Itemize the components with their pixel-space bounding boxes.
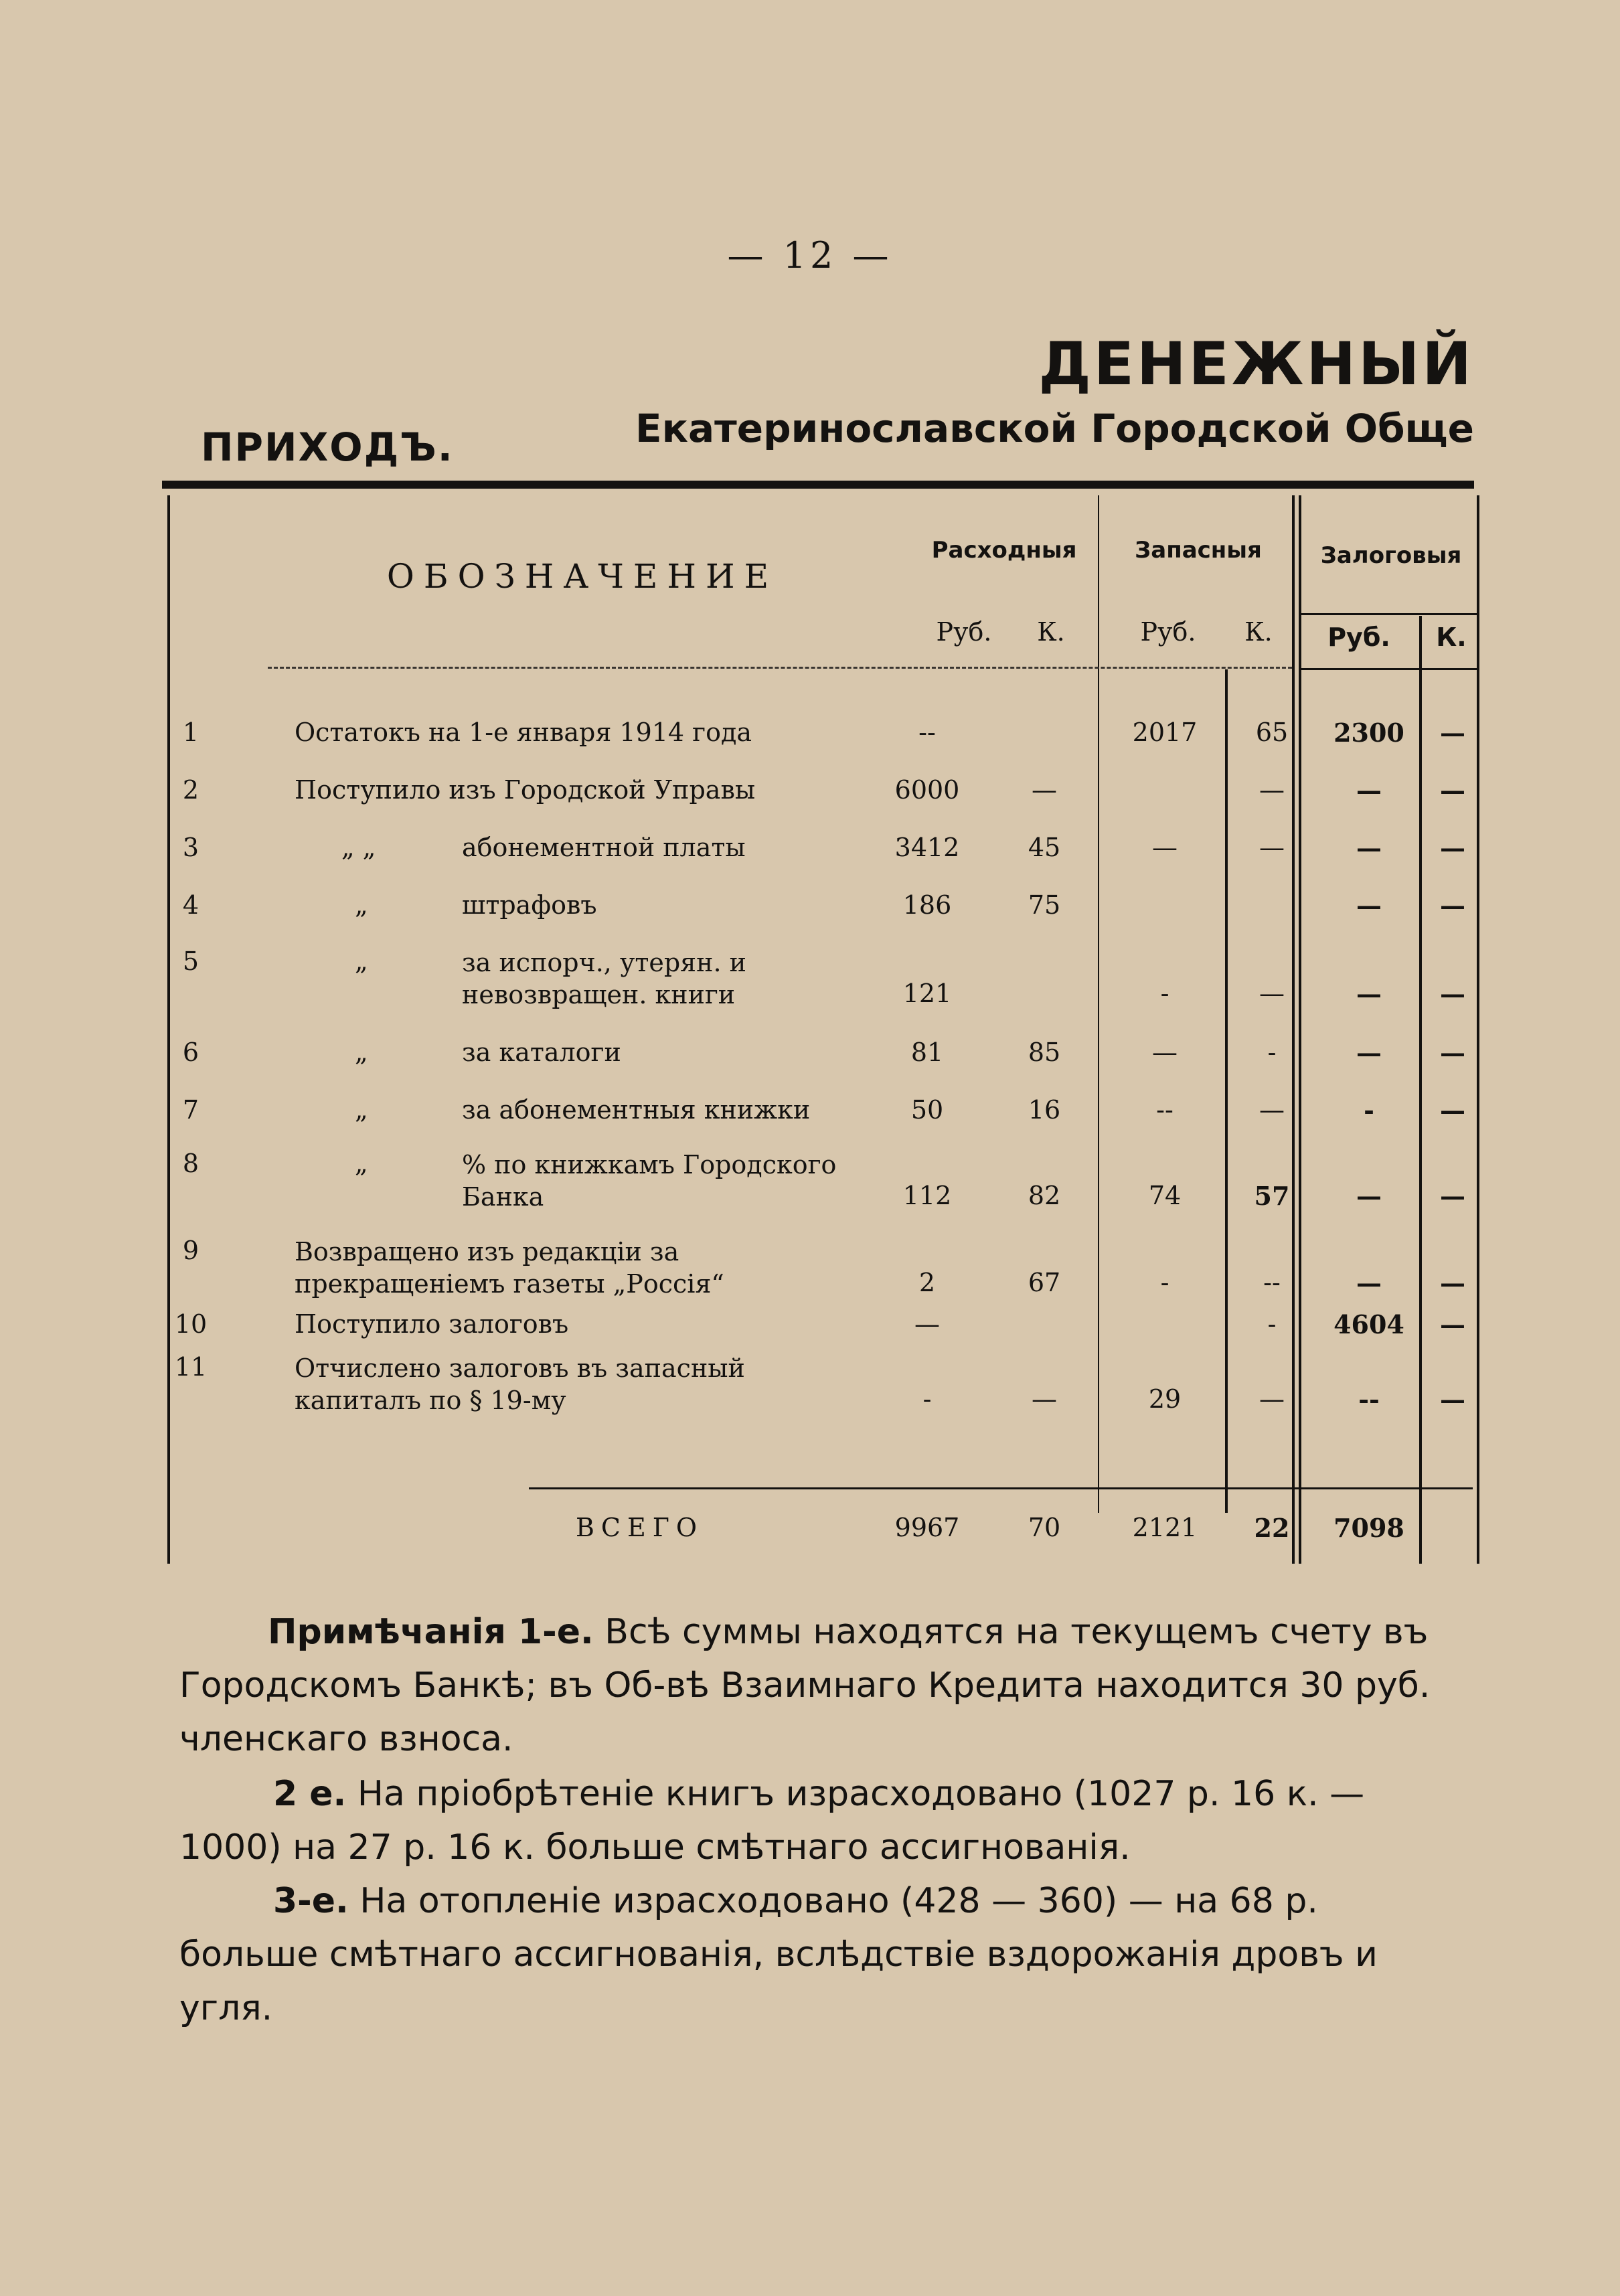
sub-header-kop: К.: [1436, 623, 1467, 652]
row-number: 10: [174, 1309, 208, 1339]
row-number: 6: [182, 1038, 199, 1067]
note-label: 2 е.: [273, 1774, 347, 1814]
cell-rub-deposit: —: [1356, 1038, 1382, 1068]
note-2: [179, 1767, 1431, 1874]
row-number: 3: [182, 833, 199, 862]
row-description: „: [355, 947, 368, 976]
cell-kop-deposit: —: [1440, 1038, 1465, 1068]
cell-rub-reserve: -: [1160, 1268, 1169, 1297]
note-text: На отопленіе израсходовано (428 — 360) — на 68 р. больше смѣтнаго ассигнованія, вслѣдствіе вздорожанія дровъ и угля.: [179, 1881, 1378, 2028]
cell-kop-expense: 85: [1028, 1038, 1061, 1067]
row-description: Остатокъ на 1-е января 1914 года: [295, 718, 752, 747]
row-description: „: [355, 890, 368, 920]
row-description: „: [355, 1038, 368, 1067]
row-number: 5: [182, 947, 199, 976]
total-kop-reserve: 22: [1254, 1513, 1290, 1543]
cell-kop-deposit: —: [1440, 1309, 1465, 1339]
cell-kop-expense: —: [1032, 775, 1057, 805]
page-title: ДЕНЕЖНЫЙ: [1038, 329, 1474, 398]
ledger-table: [167, 495, 1479, 1564]
row-description: „ „: [341, 833, 376, 862]
cell-kop-expense: 82: [1028, 1181, 1061, 1210]
row-number: 2: [182, 775, 199, 805]
sub-header-kop: К.: [1037, 617, 1065, 647]
row-description: Возвращено изъ редакціи за прекращеніемъ газеты „Россія“: [295, 1237, 724, 1299]
header-rule: [268, 667, 1292, 669]
section-label: ПРИХОДЪ.: [201, 424, 454, 470]
total-rule: [529, 1487, 1473, 1489]
table-row: [167, 1236, 1479, 1309]
cell-rub-deposit: —: [1356, 833, 1382, 863]
cell-rub-reserve: 2017: [1132, 718, 1198, 747]
cell-rub-reserve: -: [1160, 979, 1169, 1008]
cell-rub-expense: 2: [918, 1268, 936, 1297]
cell-kop-expense: 67: [1028, 1268, 1061, 1297]
header-rule: [1299, 668, 1478, 670]
page-subtitle: Екатеринославской Городской Обще: [635, 406, 1474, 451]
note-label: Примѣчанія 1-е.: [268, 1612, 594, 1652]
cell-rub-reserve: --: [1156, 1095, 1173, 1125]
row-description-detail: абонементной платы: [462, 833, 746, 862]
group-header: Запасныя: [1135, 537, 1262, 564]
cell-rub-expense: 50: [910, 1095, 944, 1125]
note-label: 3-е.: [273, 1881, 349, 1921]
cell-kop-reserve: 65: [1255, 718, 1289, 747]
row-description-detail: % по книжкамъ Городского Банка: [462, 1150, 837, 1212]
cell-kop-deposit: —: [1440, 1181, 1465, 1211]
cell-kop-expense: —: [1032, 1384, 1057, 1414]
cell-rub-reserve: 74: [1148, 1181, 1182, 1210]
cell-kop-deposit: —: [1440, 979, 1465, 1009]
group-header: Залоговыя: [1320, 542, 1462, 569]
note-1: [179, 1605, 1431, 1766]
cell-kop-reserve: —: [1259, 1095, 1285, 1125]
row-description: Отчислено залоговъ въ запасный капиталъ по § 19-му: [295, 1354, 745, 1415]
row-number: 8: [182, 1149, 199, 1178]
row-description-detail: за абонементныя книжки: [462, 1095, 811, 1125]
cell-kop-deposit: —: [1440, 1268, 1465, 1298]
cell-kop-expense: 45: [1028, 833, 1061, 862]
cell-rub-expense: 6000: [894, 775, 960, 805]
cell-rub-deposit: —: [1356, 775, 1382, 805]
sub-header-rub: Руб.: [1327, 623, 1390, 652]
row-number: 1: [182, 718, 199, 747]
cell-kop-reserve: --: [1263, 1268, 1281, 1297]
cell-rub-deposit: —: [1356, 1268, 1382, 1298]
note-text: Всѣ суммы находятся на текущемъ счету въ Городскомъ Банкѣ; въ Об-вѣ Взаимнаго Кредита находится 30 руб. членскаго взноса.: [179, 1612, 1431, 1759]
total-rub-expense: 9967: [894, 1513, 960, 1542]
cell-rub-deposit: 4604: [1333, 1309, 1404, 1339]
row-number: 9: [182, 1236, 199, 1265]
cell-rub-deposit: -: [1364, 1095, 1374, 1125]
table-row: [167, 1149, 1479, 1222]
cell-kop-reserve: —: [1259, 775, 1285, 805]
note-text: На пріобрѣтеніе книгъ израсходовано (1027 р. 16 к. — 1000) на 27 р. 16 к. больше смѣтнаго ассигнованія.: [179, 1774, 1365, 1868]
row-description-detail: за каталоги: [462, 1038, 621, 1067]
cell-rub-expense: 81: [910, 1038, 944, 1067]
total-label: ВСЕГО: [576, 1513, 704, 1542]
row-description: „: [355, 1149, 368, 1178]
cell-rub-expense: 186: [902, 890, 952, 920]
sub-header-rub: Руб.: [1140, 617, 1196, 647]
header-rule: [1299, 613, 1478, 615]
cell-kop-deposit: —: [1440, 1384, 1465, 1414]
cell-rub-expense: --: [918, 718, 936, 747]
total-rub-deposit: 7098: [1333, 1513, 1404, 1543]
cell-kop-reserve: -: [1267, 1038, 1277, 1067]
column-title: ОБОЗНАЧЕНИЕ: [386, 557, 779, 596]
row-description: „: [355, 1095, 368, 1125]
cell-kop-reserve: —: [1259, 979, 1285, 1008]
sub-header-kop: К.: [1244, 617, 1273, 647]
sub-header-rub: Руб.: [936, 617, 992, 647]
cell-rub-deposit: —: [1356, 979, 1382, 1009]
cell-rub-expense: -: [922, 1384, 932, 1414]
row-number: 11: [174, 1352, 208, 1382]
cell-kop-reserve: 57: [1254, 1181, 1290, 1211]
row-number: 4: [182, 890, 199, 920]
cell-rub-reserve: 29: [1148, 1384, 1182, 1414]
total-rub-reserve: 2121: [1132, 1513, 1198, 1542]
cell-kop-deposit: —: [1440, 833, 1465, 863]
cell-rub-deposit: 2300: [1333, 718, 1404, 748]
table-row: [167, 1352, 1479, 1426]
cell-rub-deposit: —: [1356, 890, 1382, 920]
row-description: Поступило залоговъ: [295, 1309, 569, 1339]
row-description: Поступило изъ Городской Управы: [295, 775, 756, 805]
table-row: [167, 947, 1479, 1020]
row-number: 7: [182, 1095, 199, 1125]
cell-kop-deposit: —: [1440, 718, 1465, 748]
cell-kop-reserve: —: [1259, 833, 1285, 862]
row-description-detail: штрафовъ: [462, 890, 597, 920]
total-kop-expense: 70: [1028, 1513, 1061, 1542]
cell-rub-deposit: —: [1356, 1181, 1382, 1211]
cell-kop-deposit: —: [1440, 890, 1465, 920]
page-number: — 12 —: [727, 234, 893, 276]
cell-kop-expense: 16: [1028, 1095, 1061, 1125]
note-3: [179, 1874, 1431, 2035]
cell-rub-deposit: --: [1358, 1384, 1380, 1414]
group-header: Расходныя: [931, 537, 1077, 564]
cell-rub-expense: 121: [902, 979, 952, 1008]
cell-kop-reserve: —: [1259, 1384, 1285, 1414]
cell-rub-expense: 112: [902, 1181, 952, 1210]
cell-rub-reserve: —: [1152, 1038, 1178, 1067]
cell-kop-deposit: —: [1440, 1095, 1465, 1125]
cell-rub-expense: 3412: [894, 833, 960, 862]
cell-rub-expense: —: [914, 1309, 940, 1339]
top-rule: [162, 481, 1474, 489]
cell-rub-reserve: —: [1152, 833, 1178, 862]
cell-kop-expense: 75: [1028, 890, 1061, 920]
cell-kop-reserve: -: [1267, 1309, 1277, 1339]
row-description-detail: за испорч., утерян. и невозвращен. книги: [462, 948, 746, 1009]
cell-kop-deposit: —: [1440, 775, 1465, 805]
